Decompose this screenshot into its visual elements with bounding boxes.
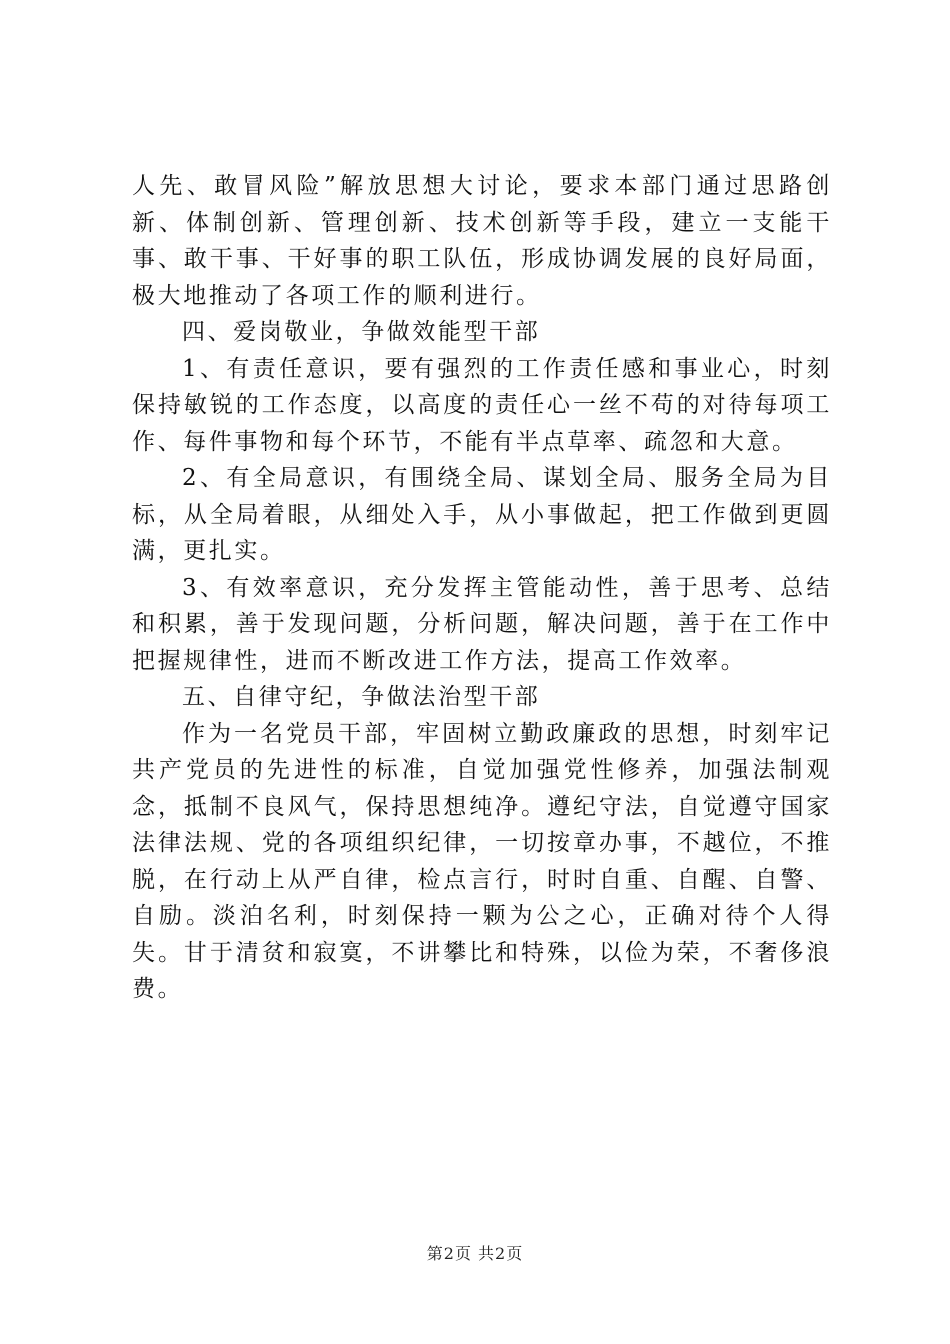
paragraph-responsibility: 1、有责任意识，要有强烈的工作责任感和事业心，时刻保持敏锐的工作态度，以高度的责任心一丝不苟的对待每项工作、每件事物和每个环节，不能有半点草率、疏忽和大意。 [132, 355, 832, 455]
paragraph-overall-view: 2、有全局意识，有围绕全局、谋划全局、服务全局为目标，从全局着眼，从细处入手，从小事做起，把工作做到更圆满，更扎实。 [132, 465, 832, 564]
paragraph-self-discipline: 作为一名党员干部，牢固树立勤政廉政的思想，时刻牢记共产党员的先进性的标准，自觉加强党性修养，加强法制观念，抵制不良风气，保持思想纯净。遵纪守法，自觉遵守国家法律法规、党的各项组织纪律，一切按章办事，不越位，不推脱，在行动上从严自律，检点言行，时时自重、自醒、自警、自励。淡泊名利，时刻保持一颗为公之心，正确对待个人得失。甘于清贫和寂寞，不讲攀比和特殊，以俭为荣，不奢侈浪费。 [132, 720, 832, 1002]
paragraph-efficiency: 3、有效率意识，充分发挥主管能动性，善于思考、总结和积累，善于发现问题，分析问题，解决问题，善于在工作中把握规律性，进而不断改进工作方法，提高工作效率。 [132, 574, 832, 674]
paragraph-continuation: 人先、敢冒风险”解放思想大讨论，要求本部门通过思路创新、体制创新、管理创新、技术创新等手段，建立一支能干事、敢干事、干好事的职工队伍，形成协调发展的良好局面，极大地推动了各项工作的顺利进行。 [132, 173, 832, 309]
section-heading-five: 五、自律守纪，争做法治型干部 [182, 684, 541, 710]
document-body [132, 168, 832, 1008]
section-heading-four: 四、爱岗敬业，争做效能型干部 [182, 319, 541, 345]
page-number-footer: 第2页 共2页 [426, 1244, 524, 1263]
